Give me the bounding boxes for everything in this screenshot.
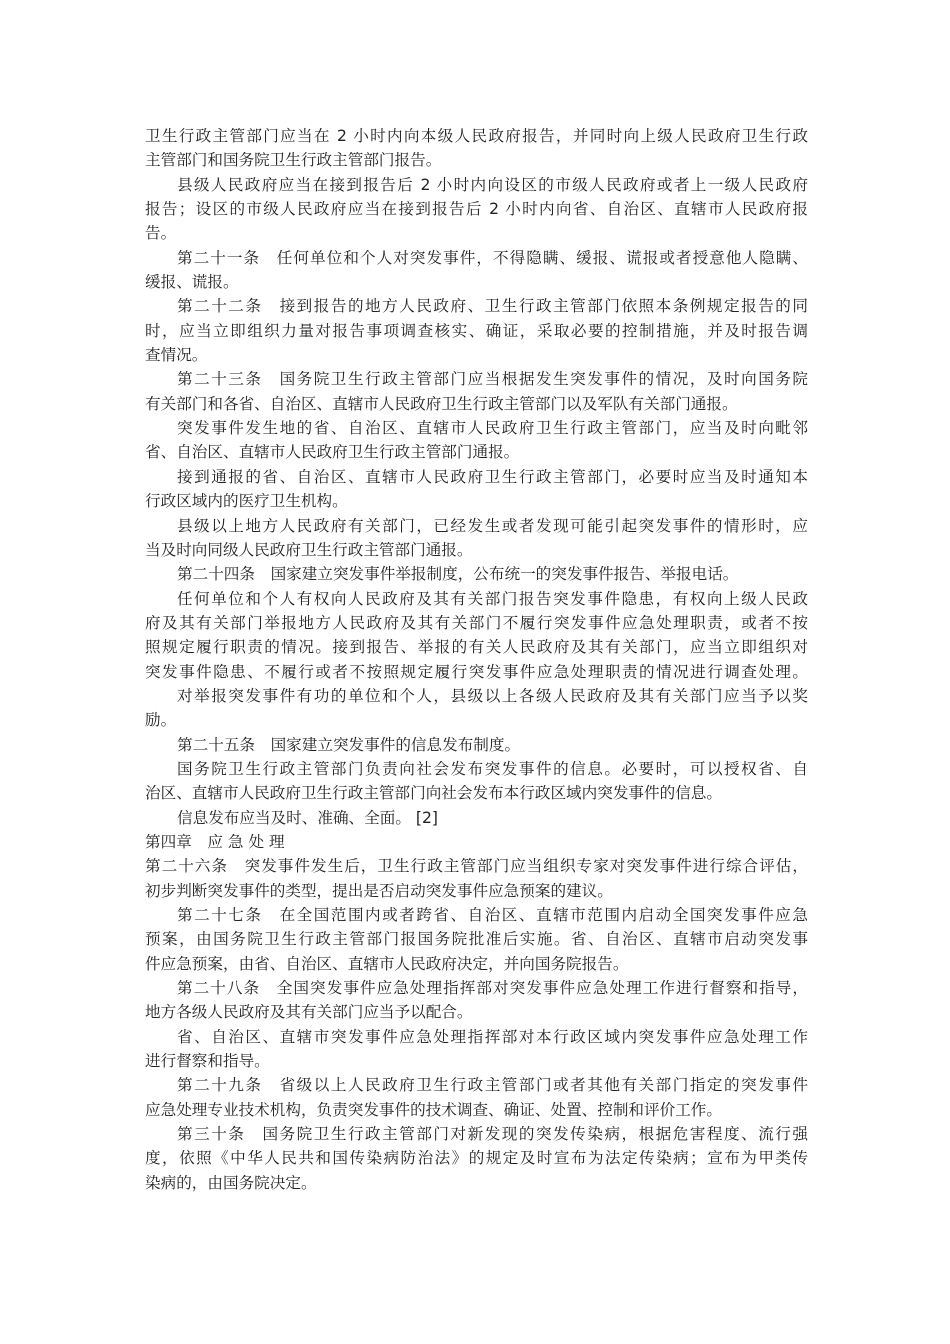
text-line: 报告；设区的市级人民政府应当在接到报告后 2 小时内向省、自治区、直辖市人民政府报 [145, 200, 808, 219]
text-line: 接到通报的省、自治区、直辖市人民政府卫生行政主管部门，必要时应当及时通知本 [177, 467, 808, 486]
text-line: 治区、直辖市人民政府卫生行政主管部门向社会发布本行政区域内突发事件的信息。 [145, 784, 722, 803]
text-line: 第二十九条 省级以上人民政府卫生行政主管部门或者其他有关部门指定的突发事件 [177, 1076, 808, 1095]
text-line: 行政区域内的医疗卫生机构。 [145, 492, 348, 511]
text-line: 件应急预案，由省、自治区、直辖市人民政府决定，并向国务院报告。 [145, 954, 629, 973]
text-line: 地方各级人民政府及其有关部门应当予以配合。 [145, 1003, 473, 1022]
text-line: 时，应当立即组织力量对报告事项调查核实、确证，采取必要的控制措施，并及时报告调 [145, 321, 808, 340]
text-line: 主管部门和国务院卫生行政主管部门报告。 [145, 151, 442, 170]
text-line: 染病的，由国务院决定。 [145, 1173, 317, 1192]
text-line: 第二十六条 突发事件发生后，卫生行政主管部门应当组织专家对突发事件进行综合评估， [145, 857, 808, 876]
text-line: 突发事件隐患、不履行或者不按照规定履行突发事件应急处理职责的情况进行调查处理。 [145, 662, 808, 681]
text-line: 县级人民政府应当在接到报告后 2 小时内向设区的市级人民政府或者上一级人民政府 [177, 175, 808, 194]
text-line: 省、自治区、直辖市突发事件应急处理指挥部对本行政区域内突发事件应急处理工作 [177, 1027, 808, 1046]
text-line: 第三十条 国务院卫生行政主管部门对新发现的突发传染病，根据危害程度、流行强 [177, 1125, 808, 1144]
text-line: 第二十三条 国务院卫生行政主管部门应当根据发生突发事件的情况，及时向国务院 [177, 370, 808, 389]
text-line: 任何单位和个人有权向人民政府及其有关部门报告突发事件隐患，有权向上级人民政 [177, 589, 808, 608]
text-line: 有关部门和各省、自治区、直辖市人民政府卫生行政主管部门以及军队有关部门通报。 [145, 394, 738, 413]
text-line: 预案，由国务院卫生行政主管部门报国务院批准后实施。省、自治区、直辖市启动突发事 [145, 930, 808, 949]
text-line: 照规定履行职责的情况。接到报告、举报的有关人民政府及其有关部门，应当立即组织对 [145, 638, 808, 657]
text-line: 突发事件发生地的省、自治区、直辖市人民政府卫生行政主管部门，应当及时向毗邻 [177, 419, 808, 438]
text-line: 第二十七条 在全国范围内或者跨省、自治区、直辖市范围内启动全国突发事件应急 [177, 906, 808, 924]
text-line: 对举报突发事件有功的单位和个人，县级以上各级人民政府及其有关部门应当予以奖 [177, 686, 808, 705]
text-line: 卫生行政主管部门应当在 2 小时内向本级人民政府报告，并同时向上级人民政府卫生行政 [145, 127, 808, 145]
text-line: 告。 [145, 224, 177, 243]
text-line: 初步判断突发事件的类型，提出是否启动突发事件应急预案的建议。 [145, 881, 613, 900]
text-line: 第四章 应 急 处 理 [145, 832, 285, 851]
document-page [145, 124, 808, 1195]
text-line: 应急处理专业技术机构，负责突发事件的技术调查、确证、处置、控制和评价工作。 [145, 1100, 722, 1119]
text-line: 第二十二条 接到报告的地方人民政府、卫生行政主管部门依照本条例规定报告的同 [177, 297, 808, 316]
text-line: 府及其有关部门举报地方人民政府及其有关部门不履行突发事件应急处理职责，或者不按 [145, 613, 808, 632]
text-line: 查情况。 [145, 346, 208, 365]
text-line: 省、自治区、直辖市人民政府卫生行政主管部门通报。 [145, 443, 520, 462]
text-line: 信息发布应当及时、准确、全面。 [2] [177, 808, 438, 827]
text-line: 度，依照《中华人民共和国传染病防治法》的规定及时宣布为法定传染病；宣布为甲类传 [145, 1149, 808, 1168]
text-line: 第二十八条 全国突发事件应急处理指挥部对突发事件应急处理工作进行督察和指导， [177, 979, 808, 998]
text-line: 第二十五条 国家建立突发事件的信息发布制度。 [177, 735, 521, 754]
text-line: 进行督察和指导。 [145, 1052, 270, 1071]
text-line: 第二十四条 国家建立突发事件举报制度，公布统一的突发事件报告、举报电话。 [177, 565, 739, 584]
text-line: 县级以上地方人民政府有关部门，已经发生或者发现可能引起突发事件的情形时，应 [177, 516, 808, 535]
text-line: 第二十一条 任何单位和个人对突发事件，不得隐瞒、缓报、谎报或者授意他人隐瞒、 [177, 248, 808, 267]
text-line: 当及时向同级人民政府卫生行政主管部门通报。 [145, 540, 473, 559]
text-line: 励。 [145, 711, 177, 730]
text-line: 国务院卫生行政主管部门负责向社会发布突发事件的信息。必要时，可以授权省、自 [177, 759, 808, 778]
text-line: 缓报、谎报。 [145, 273, 239, 292]
